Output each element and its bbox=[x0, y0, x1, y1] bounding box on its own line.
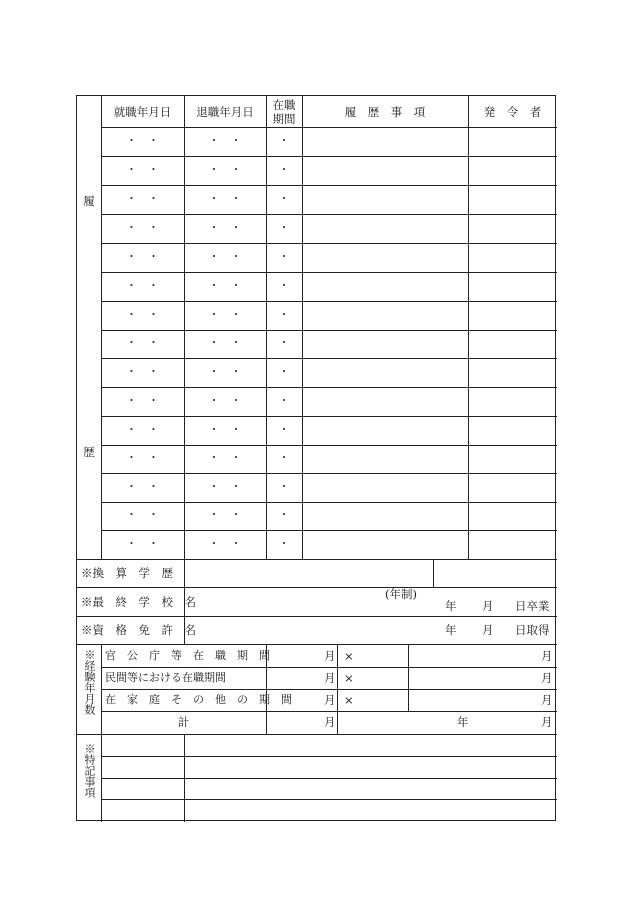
exp-row-gov-times: × bbox=[344, 649, 354, 663]
rule bbox=[101, 214, 557, 215]
conversion-label: ※換 算 学 歴 bbox=[81, 566, 173, 580]
side-label-rireki-1: 履 bbox=[83, 194, 95, 208]
exp-row-gov-months: 月 bbox=[324, 649, 336, 663]
rule bbox=[101, 416, 557, 417]
rule bbox=[101, 530, 557, 531]
exp-row-home-times: × bbox=[344, 693, 354, 707]
exp-row-gov-result: 月 bbox=[541, 649, 553, 663]
exp-row-private-result: 月 bbox=[541, 671, 553, 685]
history-start-date: ・ ・ bbox=[126, 537, 159, 550]
history-start-date: ・ ・ bbox=[126, 508, 159, 521]
history-end-date: ・ ・ bbox=[208, 508, 242, 521]
last-school-month: 月 bbox=[482, 599, 494, 613]
rule bbox=[468, 96, 469, 559]
history-period: ・ bbox=[278, 451, 290, 464]
exp-row-private-months: 月 bbox=[324, 671, 336, 685]
exp-total-year: 年 bbox=[457, 715, 469, 729]
license-month: 月 bbox=[482, 623, 494, 637]
rule bbox=[101, 358, 557, 359]
rule bbox=[101, 473, 557, 474]
history-end-date: ・ ・ bbox=[208, 423, 242, 436]
history-end-date: ・ ・ bbox=[208, 163, 242, 176]
rule bbox=[101, 734, 102, 822]
rule bbox=[433, 559, 434, 587]
history-period: ・ bbox=[278, 192, 290, 205]
history-start-date: ・ ・ bbox=[126, 221, 159, 234]
rule bbox=[77, 734, 557, 735]
exp-row-private-times: × bbox=[344, 671, 354, 685]
exp-total-label: 計 bbox=[177, 715, 190, 729]
history-period: ・ bbox=[278, 221, 290, 234]
history-end-date: ・ ・ bbox=[208, 221, 242, 234]
exp-row-home-result: 月 bbox=[541, 693, 553, 707]
side-label-rireki-2: 歴 bbox=[83, 445, 95, 459]
header-end-date: 退職年月日 bbox=[196, 105, 254, 119]
history-period: ・ bbox=[278, 423, 290, 436]
last-school-graduated: 日卒業 bbox=[515, 599, 550, 613]
history-end-date: ・ ・ bbox=[208, 308, 242, 321]
personnel-history-form bbox=[76, 95, 556, 821]
history-end-date: ・ ・ bbox=[208, 192, 242, 205]
history-start-date: ・ ・ bbox=[126, 134, 159, 147]
rule bbox=[184, 559, 185, 587]
license-year: 年 bbox=[445, 623, 457, 637]
exp-row-home-months: 月 bbox=[324, 693, 336, 707]
exp-row-home-label: 在 家 庭 そ の 他 の 期 間 bbox=[105, 693, 292, 706]
exp-total-months: 月 bbox=[324, 715, 336, 729]
exp-row-private-label: 民間等における在職期間 bbox=[105, 671, 226, 684]
rule bbox=[101, 799, 557, 800]
history-period: ・ bbox=[278, 537, 290, 550]
header-history-matters: 履 歴 事 項 bbox=[344, 105, 426, 119]
history-period: ・ bbox=[278, 279, 290, 292]
rule bbox=[101, 689, 557, 690]
rule bbox=[101, 502, 557, 503]
rule bbox=[302, 96, 303, 559]
history-start-date: ・ ・ bbox=[126, 279, 159, 292]
rule bbox=[101, 156, 557, 157]
exp-total-result-month: 月 bbox=[541, 715, 553, 729]
rule bbox=[101, 243, 557, 244]
history-start-date: ・ ・ bbox=[126, 423, 159, 436]
rule bbox=[101, 185, 557, 186]
history-start-date: ・ ・ bbox=[126, 365, 159, 378]
history-start-date: ・ ・ bbox=[126, 163, 159, 176]
license-acquired: 日取得 bbox=[515, 623, 550, 637]
header-period-line2: 期間 bbox=[272, 112, 296, 126]
rule bbox=[77, 616, 557, 617]
history-period: ・ bbox=[278, 508, 290, 521]
school-system: (年制) bbox=[385, 587, 417, 601]
header-issuer: 発 令 者 bbox=[483, 105, 542, 119]
rule bbox=[77, 644, 557, 645]
history-start-date: ・ ・ bbox=[126, 192, 159, 205]
rule bbox=[408, 644, 409, 711]
history-end-date: ・ ・ bbox=[208, 480, 242, 493]
rule bbox=[101, 272, 557, 273]
rule bbox=[101, 330, 557, 331]
rule bbox=[101, 711, 557, 712]
rule bbox=[101, 301, 557, 302]
rule bbox=[101, 445, 557, 446]
rule bbox=[101, 667, 557, 668]
history-period: ・ bbox=[278, 336, 290, 349]
history-end-date: ・ ・ bbox=[208, 394, 242, 407]
history-start-date: ・ ・ bbox=[126, 480, 159, 493]
history-period: ・ bbox=[278, 134, 290, 147]
history-period: ・ bbox=[278, 365, 290, 378]
special-side-label: ※特記事項 bbox=[83, 743, 96, 798]
header-start-date: 就職年月日 bbox=[113, 105, 172, 119]
history-end-date: ・ ・ bbox=[208, 279, 242, 292]
history-period: ・ bbox=[278, 394, 290, 407]
history-end-date: ・ ・ bbox=[208, 451, 242, 464]
rule bbox=[101, 127, 557, 128]
history-start-date: ・ ・ bbox=[126, 308, 159, 321]
rule bbox=[101, 387, 557, 388]
history-end-date: ・ ・ bbox=[208, 134, 242, 147]
rule bbox=[101, 756, 557, 757]
experience-side-label: ※経験年月数 bbox=[83, 649, 96, 715]
history-start-date: ・ ・ bbox=[126, 394, 159, 407]
history-start-date: ・ ・ bbox=[126, 336, 159, 349]
rule bbox=[77, 587, 557, 588]
history-start-date: ・ ・ bbox=[126, 250, 159, 263]
history-period: ・ bbox=[278, 308, 290, 321]
history-period: ・ bbox=[278, 250, 290, 263]
rule bbox=[184, 734, 185, 822]
rule bbox=[337, 644, 338, 734]
last-school-year: 年 bbox=[445, 599, 457, 613]
rule bbox=[101, 778, 557, 779]
history-end-date: ・ ・ bbox=[208, 250, 242, 263]
rule bbox=[77, 559, 557, 560]
history-start-date: ・ ・ bbox=[126, 451, 159, 464]
history-end-date: ・ ・ bbox=[208, 365, 242, 378]
header-period-line1: 在職 bbox=[272, 98, 296, 112]
history-end-date: ・ ・ bbox=[208, 336, 242, 349]
history-period: ・ bbox=[278, 163, 290, 176]
history-end-date: ・ ・ bbox=[208, 537, 242, 550]
exp-row-gov-label: 官 公 庁 等 在 職 期 間 bbox=[105, 649, 270, 662]
history-period: ・ bbox=[278, 480, 290, 493]
last-school-label: ※最 終 学 校 名 bbox=[81, 595, 196, 609]
license-label: ※資 格 免 許 名 bbox=[81, 623, 196, 637]
